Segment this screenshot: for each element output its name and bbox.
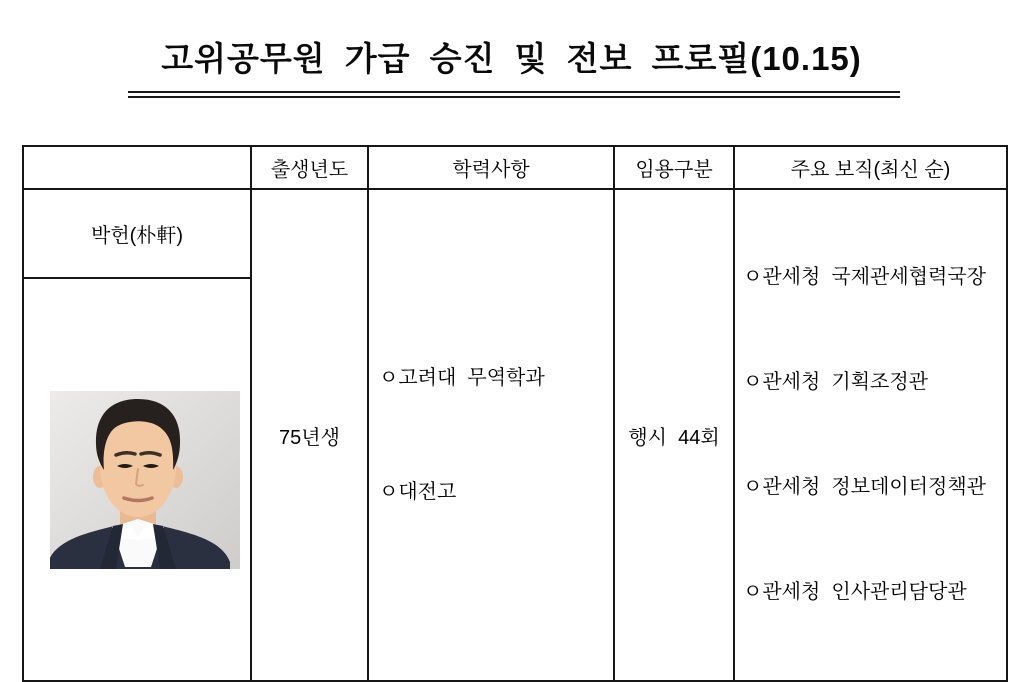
post-line: ㅇ관세청 정보데이터정책관 bbox=[743, 476, 986, 498]
post-line: ㅇ관세청 기획조정관 bbox=[743, 371, 928, 393]
header-main-posts: 주요 보직(최신 순) bbox=[734, 146, 1007, 189]
table-header-row bbox=[23, 146, 1007, 189]
education-line: ㅇ대전고 bbox=[379, 481, 457, 503]
person-photo-cell bbox=[23, 278, 251, 681]
person-name: 박헌(朴軒) bbox=[23, 189, 251, 278]
portrait-photo bbox=[50, 391, 240, 569]
header-id-blank bbox=[23, 146, 251, 189]
person-posts-cell bbox=[734, 189, 1007, 681]
person-education-cell bbox=[368, 189, 614, 681]
person-birth-year: 75년생 bbox=[251, 189, 368, 681]
page-title: 고위공무원 가급 승진 및 전보 프로필(10.15) bbox=[161, 40, 862, 77]
header-appointment-type: 임용구분 bbox=[614, 146, 734, 189]
header-education: 학력사항 bbox=[368, 146, 614, 189]
title-double-underline bbox=[128, 91, 900, 98]
person-name-row bbox=[23, 189, 1007, 278]
education-line: ㅇ고려대 무역학과 bbox=[379, 367, 545, 389]
person-appointment: 행시 44회 bbox=[614, 189, 734, 681]
post-line: ㅇ관세청 국제관세협력국장 bbox=[743, 266, 986, 288]
post-line: ㅇ관세청 인사관리담당관 bbox=[743, 581, 967, 603]
profile-table bbox=[22, 145, 1008, 682]
header-birth-year: 출생년도 bbox=[251, 146, 368, 189]
